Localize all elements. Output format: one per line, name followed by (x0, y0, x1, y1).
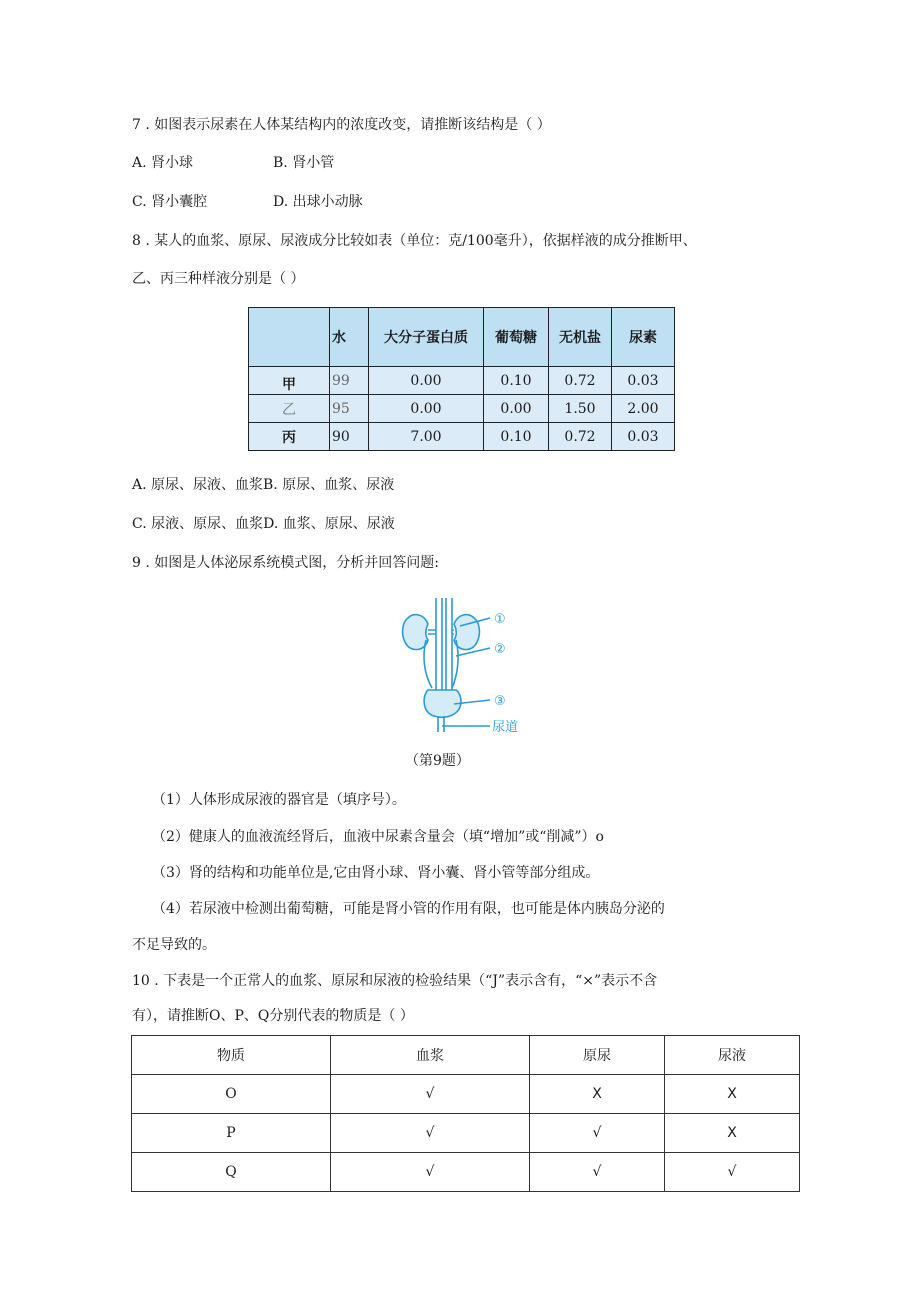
table-cell: 0.10 (484, 423, 549, 451)
q7-option-b: B. 肾小管 (273, 155, 335, 171)
table-cell: 7.00 (369, 423, 484, 451)
table-cell: X (665, 1075, 800, 1114)
table-row (249, 395, 675, 423)
q7-option-a: A. 肾小球 (132, 155, 194, 171)
q10-stem-line2: 有），请推断O、P、Q分别代表的物质是（ ） (132, 1008, 414, 1024)
q9-sub2: （2）健康人的血液流经肾后，血液中尿素含量会（填“增加”或“削减”）o (152, 829, 604, 845)
table-cell: X (530, 1075, 665, 1114)
table-cell: √ (331, 1114, 530, 1153)
table-cell: √ (331, 1075, 530, 1114)
q9-sub1: （1）人体形成尿液的器官是（填序号）。 (152, 792, 406, 808)
table-cell: X (665, 1114, 800, 1153)
table-cell: 95 (330, 395, 369, 423)
q9-sub3: （3）肾的结构和功能单位是,它由肾小球、肾小囊、肾小管等部分组成。 (152, 865, 600, 881)
header-cell: 原尿 (530, 1036, 665, 1075)
row-label: P (132, 1114, 331, 1153)
table-cell: 0.10 (484, 367, 549, 395)
row-label: 丙 (249, 423, 330, 451)
table-cell: √ (530, 1153, 665, 1192)
composition-table (248, 307, 675, 451)
diagram-label: 尿道 (492, 720, 519, 735)
urinary-system-diagram (398, 596, 528, 742)
header-cell: 葡萄糖 (484, 308, 549, 367)
table-row (132, 1075, 800, 1114)
diagram-label: ② (494, 642, 506, 657)
q9-sub4-continuation: 不足导致的。 (132, 937, 216, 953)
table-cell: 90 (330, 423, 369, 451)
table-row (132, 1153, 800, 1192)
header-cell (249, 308, 330, 367)
row-label: O (132, 1075, 331, 1114)
table-row (249, 367, 675, 395)
table-cell: 2.00 (612, 395, 675, 423)
table-cell: 0.00 (484, 395, 549, 423)
q7-option-d: D. 出球小动脉 (273, 194, 363, 210)
row-label: 乙 (249, 395, 330, 423)
header-cell: 血浆 (331, 1036, 530, 1075)
q8-options-line2: C. 尿液、原尿、血浆D. 血浆、原尿、尿液 (132, 516, 395, 532)
table-cell: 1.50 (549, 395, 612, 423)
table-cell: 0.03 (612, 367, 675, 395)
q7-stem: 7 . 如图表示尿素在人体某结构内的浓度改变，请推断该结构是（ ） (132, 117, 551, 133)
row-label: Q (132, 1153, 331, 1192)
q9-sub4: （4）若尿液中检测出葡萄糖，可能是肾小管的作用有限，也可能是体内胰岛分泌的 (152, 901, 665, 917)
table-cell: 0.03 (612, 423, 675, 451)
diagram-label: ③ (494, 694, 506, 709)
row-label: 甲 (249, 367, 330, 395)
q10-stem-line1: 10 . 下表是一个正常人的血浆、原尿和尿液的检验结果（“J”表示含有，“×”表示不含 (132, 973, 658, 989)
table-cell: 0.00 (369, 395, 484, 423)
table-header-row (249, 308, 675, 367)
diagram-label: ① (494, 612, 506, 627)
q8-stem-line1: 8 . 某人的血浆、原尿、尿液成分比较如表（单位：克/100毫升），依据样液的成分推断甲、 (132, 233, 697, 249)
table-row (132, 1114, 800, 1153)
table-cell: 0.72 (549, 423, 612, 451)
header-cell: 尿液 (665, 1036, 800, 1075)
table-cell: √ (331, 1153, 530, 1192)
q7-option-c: C. 肾小囊腔 (132, 194, 208, 210)
table-cell: 0.00 (369, 367, 484, 395)
table-header-row (132, 1036, 800, 1075)
header-cell: 物质 (132, 1036, 331, 1075)
table-row (249, 423, 675, 451)
q8-options-line1: A. 原尿、尿液、血浆B. 原尿、血浆、尿液 (132, 477, 395, 493)
table-cell: 0.72 (549, 367, 612, 395)
header-cell: 无机盐 (549, 308, 612, 367)
table-cell: 99 (330, 367, 369, 395)
figure-caption: （第9题） (405, 753, 470, 769)
header-cell: 尿素 (612, 308, 675, 367)
table-cell: √ (665, 1153, 800, 1192)
table-cell: √ (530, 1114, 665, 1153)
detection-table (131, 1035, 800, 1192)
q9-stem: 9 . 如图是人体泌尿系统模式图，分析并回答问题: (132, 555, 439, 571)
header-cell: 大分子蛋白质 (369, 308, 484, 367)
header-cell: 水 (330, 308, 369, 367)
q8-stem-line2: 乙、丙三种样液分别是（ ） (132, 271, 305, 287)
